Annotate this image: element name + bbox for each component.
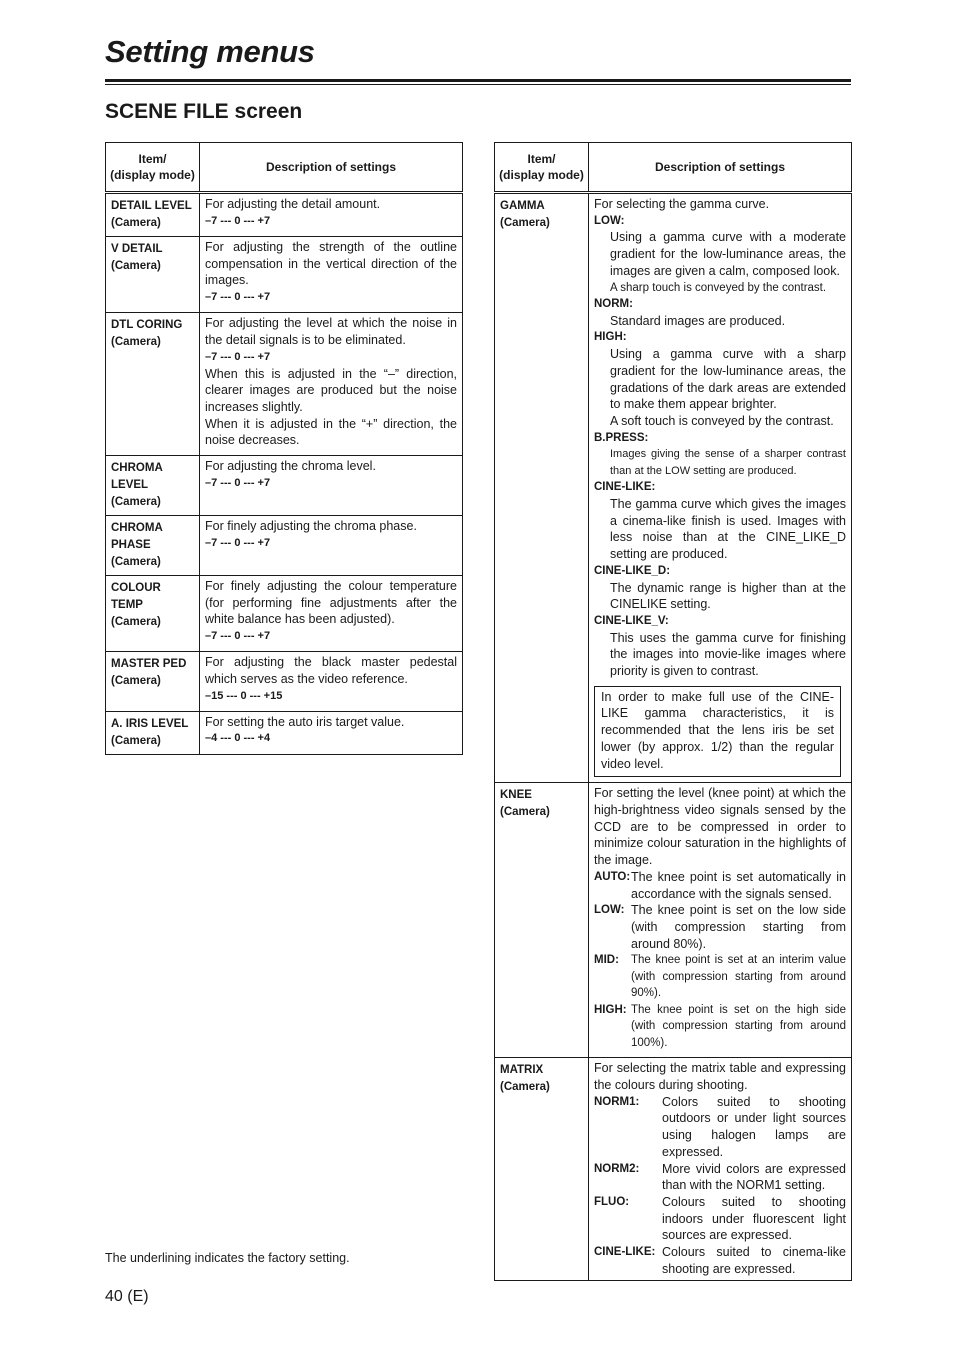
item-description: For finely adjusting the chroma phase. –7 --- 0 --- +7 — [200, 516, 463, 576]
page-title: Setting menus — [105, 34, 315, 69]
section-title: SCENE FILE screen — [105, 100, 303, 123]
item-name: GAMMA (Camera) — [495, 193, 589, 783]
item-description: For setting the level (knee point) at which the high-brightness video signals sensed by the CCD are to be compressed in order to minimize colour saturation in the highlights of the image. AUTO: The knee point is set automatically in accordance with the signals sensed. LOW: The knee point is set on the low side (with compression starting from around 80%). MID: The knee point is set at an interim value (with compression starting from around 90%). HIGH: The knee point is set on the high side (with compression starting from around 100%). — [589, 783, 852, 1058]
item-name: DETAIL LEVEL (Camera) — [106, 193, 200, 237]
item-name: MATRIX (Camera) — [495, 1058, 589, 1281]
gamma-note-box: In order to make full use of the CINE-LIKE gamma characteristics, it is recommended that the lens iris be set lower (by approx. 1/2) than the regular video level. — [594, 686, 841, 778]
item-name: KNEE (Camera) — [495, 783, 589, 1058]
option-fluo: FLUO: Colours suited to shooting indoors under fluorescent light sources are expressed. — [594, 1194, 846, 1243]
value-range: –7 --- 0 --- +7 — [205, 350, 271, 363]
item-name: A. IRIS LEVEL (Camera) — [106, 711, 200, 754]
table-row — [106, 576, 463, 652]
page-number: 40 (E) — [105, 1288, 149, 1305]
value-range: –7 --- 0 --- +7 — [205, 214, 271, 227]
item-description: For adjusting the level at which the noise in the detail signals is to be eliminated. –7 --- 0 --- +7 When this is adjusted in the “–” direction, clearer images are produced but the noise increases slightly. When it is adjusted in the “+” direction, the noise decreases. — [200, 313, 463, 456]
option-norm1: NORM1: Colors suited to shooting outdoors or under light sources using halogen lamps are expressed. — [594, 1094, 846, 1159]
table-row — [106, 456, 463, 516]
header-description: Description of settings — [200, 143, 463, 193]
option-low: LOW: The knee point is set on the low side (with compression starting from around 80%). — [594, 903, 846, 951]
value-range: –7 --- 0 --- +7 — [205, 536, 271, 549]
option-norm2: NORM2: More vivid colors are expressed than with the NORM1 setting. — [594, 1161, 846, 1193]
item-description: For selecting the gamma curve. LOW: Using a gamma curve with a moderate gradient for the low-luminance areas, the images are given a calm, composed look. A sharp touch is conveyed by the contrast. NORM: Standard images are produced. HIGH: Using a gamma curve with a sharp gradient for the low-luminance areas, the gradations of the dark areas are extended to make them appear brighter. A soft touch is conveyed by the contrast. B.PRESS: Images giving the sense of a sharper contrast than at the LOW setting are produced. CINE-LIKE: The gamma curve which gives the images a cinema-like finish is used. Images with less noise than at the CINE_LIKE_D setting are produced. CINE-LIKE_D: The dynamic range is higher than at the CINELIKE setting. CINE-LIKE_V: This uses the gamma curve for finishing the images into movie-like images where priority is given to contrast. In order to make full use of the CINE-LIKE gamma characteristics, it is recommended that the lens iris be set lower (by approx. 1/2) than the regular video level. — [589, 193, 852, 783]
item-description: For adjusting the detail amount. –7 --- 0 --- +7 — [200, 193, 463, 237]
table-row — [106, 313, 463, 456]
header-description: Description of settings — [589, 143, 852, 193]
item-name: CHROMA LEVEL (Camera) — [106, 456, 200, 516]
option-auto: AUTO: The knee point is set automatically in accordance with the signals sensed. — [594, 869, 846, 901]
table-row-knee — [495, 783, 852, 1058]
title-rule-thin — [105, 84, 851, 85]
item-description: For setting the auto iris target value. –4 --- 0 --- +4 — [200, 711, 463, 754]
table-row — [106, 711, 463, 754]
table-row — [106, 193, 463, 237]
table-header-row — [106, 143, 463, 193]
value-range: –7 --- 0 --- +7 — [205, 476, 271, 489]
item-name: MASTER PED (Camera) — [106, 652, 200, 711]
item-description: For adjusting the black master pedestal which serves as the video reference. –15 --- 0 --- +15 — [200, 652, 463, 711]
item-description: For adjusting the chroma level. –7 --- 0 --- +7 — [200, 456, 463, 516]
header-item: Item/ (display mode) — [106, 143, 200, 193]
table-row — [106, 652, 463, 711]
item-name: COLOUR TEMP (Camera) — [106, 576, 200, 652]
value-range: –4 --- 0 --- +4 — [205, 732, 271, 745]
settings-table-left — [105, 142, 463, 755]
table-row-matrix — [495, 1058, 852, 1281]
header-item: Item/ (display mode) — [495, 143, 589, 193]
value-range: –7 --- 0 --- +7 — [205, 291, 271, 304]
value-range: –7 --- 0 --- +7 — [205, 630, 271, 643]
item-name: CHROMA PHASE (Camera) — [106, 516, 200, 576]
option-high: HIGH: The knee point is set on the high side (with compression starting from around 100%). — [594, 1003, 846, 1049]
settings-table-right — [494, 142, 852, 1281]
item-description: For adjusting the strength of the outline compensation in the vertical direction of the images. –7 --- 0 --- +7 — [200, 237, 463, 313]
item-name: DTL CORING (Camera) — [106, 313, 200, 456]
table-row — [106, 516, 463, 576]
table-row-gamma — [495, 193, 852, 783]
table-row — [106, 237, 463, 313]
table-header-row — [495, 143, 852, 193]
footnote: The underlining indicates the factory setting. — [105, 1251, 350, 1265]
option-mid: MID: The knee point is set at an interim value (with compression starting from around 90%). — [594, 954, 846, 1000]
item-description: For selecting the matrix table and expressing the colours during shooting. NORM1: Colors suited to shooting outdoors or under light sources using halogen lamps are expressed. NORM2: More vivid colors are expressed than with the NORM1 setting. FLUO: Colours suited to shooting indoors under fluorescent light sources are expressed. CINE-LIKE: Colours suited to cinema-like shooting are expressed. — [589, 1058, 852, 1281]
item-name: V DETAIL (Camera) — [106, 237, 200, 313]
title-rule-thick — [105, 79, 851, 82]
option-cine-like: CINE-LIKE: Colours suited to cinema-like shooting are expressed. — [594, 1245, 846, 1276]
item-description: For finely adjusting the colour temperature (for performing fine adjustments after the white balance has been adjusted). –7 --- 0 --- +7 — [200, 576, 463, 652]
value-range: –15 --- 0 --- +15 — [205, 689, 283, 702]
